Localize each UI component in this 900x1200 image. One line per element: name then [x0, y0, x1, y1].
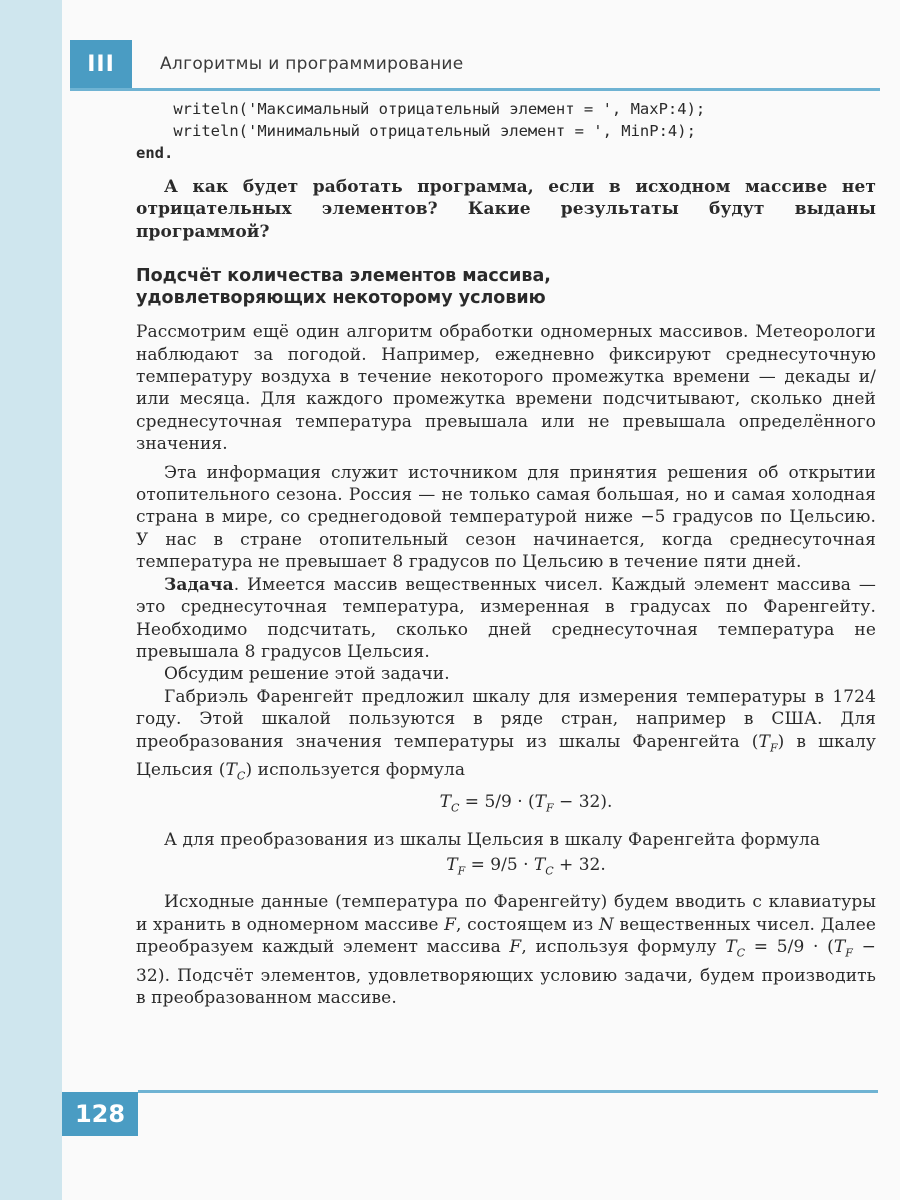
formula-fahrenheit: $T_F = 9/5 \cdot T_C + 32$.	[446, 854, 606, 878]
section-heading-line: Подсчёт количества элементов массива,	[136, 266, 551, 287]
section-heading	[136, 265, 876, 309]
paragraph: Задача. Имеется массив вещественных чисел. Каждый элемент массива — это среднесуточная температура, измеренная в градусах по Фаренгейту. Необходимо подсчитать, сколько дней среднесуточная температура не превышала 8 градусов Цельсия.	[136, 574, 876, 662]
paragraph: Исходные данные (температура по Фаренгейту) будем вводить с клавиатуры и хранить в одномерном массиве F, состоящем из N вещественных чисел. Далее преобразуем каждый элемент массива F, используя формулу $T_C = 5/9 \cdot (T_F - 32)$. Подсчёт элементов, удовлетворяющих условию задачи, будем производить в преобразованном массиве.	[136, 892, 877, 1009]
page-content	[136, 98, 876, 1010]
page-number-box	[62, 1092, 138, 1136]
footer-rule	[138, 1090, 878, 1093]
question-paragraph: А как будет работать программа, если в исходном массиве нет отрицательных элементов? Какие результаты будут выданы программой?	[136, 177, 876, 242]
code-block	[136, 98, 876, 164]
section-heading-line: удовлетворяющих некоторому условию	[136, 288, 546, 309]
chapter-title: Алгоритмы и программирование	[160, 54, 464, 74]
paragraph: Обсудим решение этой задачи.	[164, 664, 450, 685]
task-label: Задача	[164, 574, 234, 595]
paragraph: А для преобразования из шкалы Цельсия в шкалу Фаренгейта формула	[164, 829, 821, 850]
left-margin-strip	[0, 0, 62, 1200]
paragraph: Эта информация служит источником для принятия решения об открытии отопительного сезона. Россия — не только самая большая, но и самая холодная страна в мире, со среднегодовой температурой ниже −5 градусов по Цельсию. У нас в стране отопительный сезон начинается, когда среднесуточная температура не превышает 8 градусов по Цельсию в течение пяти дней.	[136, 462, 876, 573]
code-line: writeln('Минимальный отрицательный элемент = ', MinP:4);	[136, 122, 696, 140]
chapter-number: III	[87, 51, 115, 77]
paragraph: Габриэль Фаренгейт предложил шкалу для измерения температуры в 1724 году. Этой шкалой пользуются в ряде стран, например в США. Для преобразования значения температуры из шкалы Фаренгейта $(T_F)$ в шкалу Цельсия $(T_C)$ используется формула	[136, 686, 877, 783]
code-line: writeln('Максимальный отрицательный элемент = ', MaxP:4);	[136, 100, 706, 118]
chapter-number-tab	[70, 40, 132, 88]
page-number: 128	[74, 1100, 126, 1128]
paragraph: Рассмотрим ещё один алгоритм обработки одномерных массивов. Метеорологи наблюдают за погодой. Например, ежедневно фиксируют среднесуточную температуру воздуха в течение некоторого промежутка времени — декады и/или месяца. Для каждого промежутка времени подсчитывают, сколько дней среднесуточная температура превышала или не превышала определённого значения.	[136, 322, 876, 455]
header-rule	[70, 88, 880, 91]
code-line: end.	[136, 144, 174, 162]
formula-celsius: $T_C = 5/9 \cdot (T_F - 32)$.	[439, 792, 613, 815]
